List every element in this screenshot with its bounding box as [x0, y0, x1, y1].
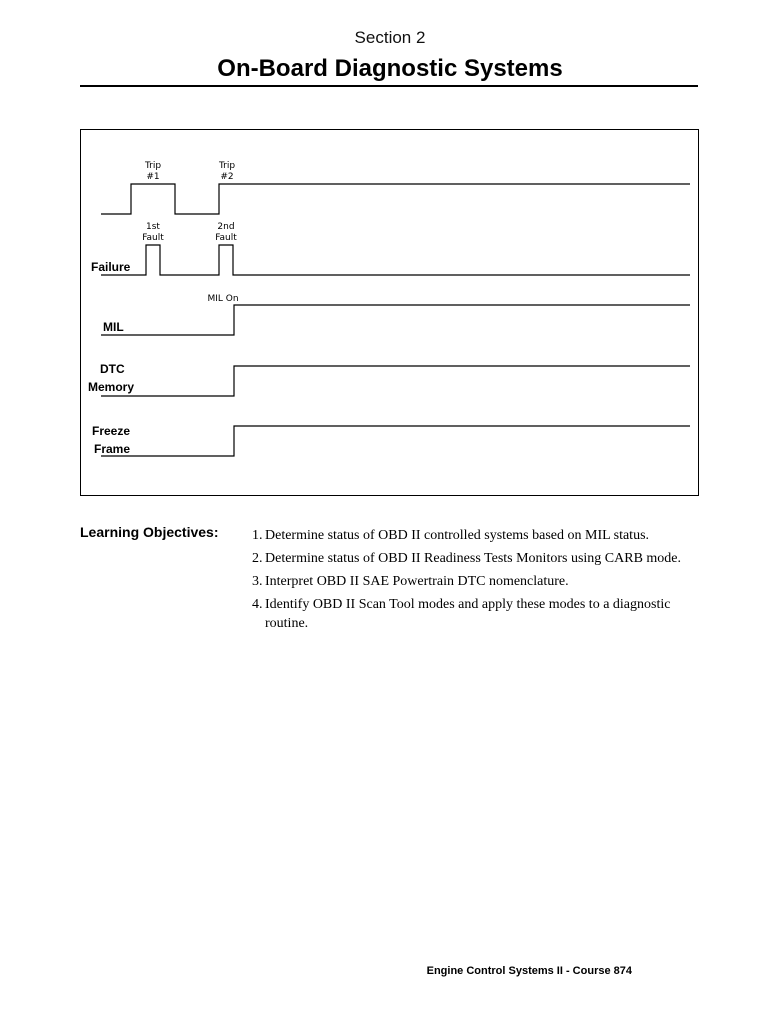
timing-diagram-svg [81, 130, 700, 497]
mil-row-label: MIL [103, 320, 124, 334]
objective-number: 2. [252, 551, 263, 566]
objective-item [252, 526, 702, 545]
trip-1-label: Trip [144, 161, 162, 171]
objective-text: Identify OBD II Scan Tool modes and apply these modes to a diagnostic routine. [265, 597, 671, 631]
trip-2-number: #2 [220, 172, 234, 182]
failure-waveform [101, 245, 690, 275]
fault-2-word: Fault [215, 233, 237, 243]
dtc-row-label-line1: DTC [100, 362, 125, 376]
mil-waveform [101, 305, 690, 335]
fault-1-word: Fault [142, 233, 164, 243]
timing-diagram [80, 129, 699, 496]
objective-item [252, 549, 702, 568]
mil-on-label: MIL On [207, 294, 239, 304]
dtc-waveform [101, 366, 690, 396]
section-label: Section 2 [354, 28, 426, 47]
trip-2-label: Trip [218, 161, 236, 171]
page-title: On-Board Diagnostic Systems [217, 55, 563, 82]
objective-number: 3. [252, 574, 263, 589]
objective-text: Determine status of OBD II Readiness Tests Monitors using CARB mode. [265, 551, 682, 566]
freeze-row-label-line1: Freeze [92, 424, 131, 438]
objective-number: 1. [252, 528, 263, 543]
trip-waveform [101, 184, 690, 214]
footer-course-label: Engine Control Systems II - Course 874 [426, 965, 632, 977]
objective-text: Interpret OBD II SAE Powertrain DTC nomenclature. [265, 574, 569, 589]
objectives-list [252, 526, 702, 637]
objectives-heading: Learning Objectives: [80, 524, 219, 540]
fault-1-label: 1st [146, 222, 160, 232]
freeze-waveform [101, 426, 690, 456]
fault-2-label: 2nd [217, 222, 235, 232]
objective-text: Determine status of OBD II controlled systems based on MIL status. [265, 528, 650, 543]
failure-row-label: Failure [91, 260, 131, 274]
dtc-row-label-line2: Memory [88, 380, 135, 394]
trip-1-number: #1 [146, 172, 160, 182]
objective-item [252, 595, 702, 633]
objective-number: 4. [252, 597, 263, 612]
objective-item [252, 572, 702, 591]
title-rule [80, 85, 698, 87]
freeze-row-label-line2: Frame [94, 442, 131, 456]
